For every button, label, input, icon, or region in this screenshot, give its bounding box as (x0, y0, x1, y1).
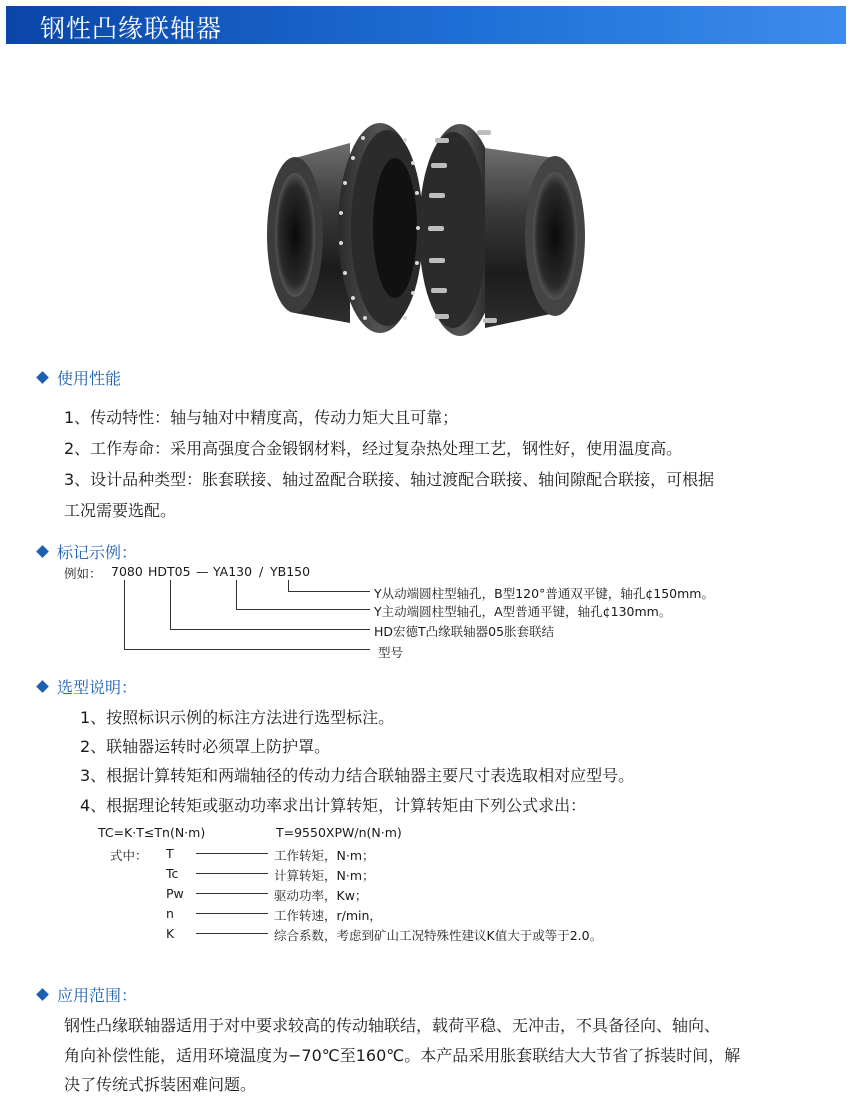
example-dash: — (196, 564, 209, 579)
diamond-bullet-icon (36, 680, 49, 693)
annotation-driving-bore: Y主动端圆柱型轴孔，A型普通平键，轴孔¢130mm。 (374, 604, 672, 619)
annotation-model: 型号 (378, 645, 404, 660)
variable-line (196, 873, 268, 874)
variable-line (196, 913, 268, 914)
variable-desc: 工作转速，r/min， (274, 908, 382, 923)
variable-desc: 驱动功率，Kw； (274, 888, 368, 903)
diamond-bullet-icon (36, 988, 49, 1001)
performance-item: 1、传动特性：轴与轴对中精度高，传动力矩大且可靠； (64, 408, 459, 427)
selection-item: 1、按照标识示例的标注方法进行选型标注。 (80, 708, 395, 727)
marking-heading: 标记示例： (38, 540, 137, 563)
performance-heading: 使用性能 (38, 366, 121, 389)
leader-line (124, 649, 370, 650)
diamond-bullet-icon (36, 545, 49, 558)
formula-where-label: 式中： (110, 848, 148, 863)
variable-symbol: T (166, 846, 174, 861)
formula-torque: T=9550XPW/n(N·m) (276, 825, 402, 840)
selection-item: 2、联轴器运转时必须罩上防护罩。 (80, 737, 331, 756)
example-prefix: 例如： (64, 566, 102, 581)
application-text: 钢性凸缘联轴器适用于对中要求较高的传动轴联结，载荷平稳、无冲击，不具备径向、轴向、 (64, 1016, 721, 1035)
selection-item: 4、根据理论转矩或驱动功率求出计算转矩，计算转矩由下列公式求出： (80, 796, 587, 815)
variable-symbol: Tc (166, 866, 179, 881)
leader-line (288, 591, 370, 592)
leader-line (236, 609, 370, 610)
example-driving-bore: YA130 (213, 564, 253, 579)
title-banner (6, 6, 846, 44)
application-text: 决了传统式拆装困难问题。 (64, 1075, 257, 1094)
leader-line (170, 629, 370, 630)
variable-line (196, 893, 268, 894)
selection-item: 3、根据计算转矩和两端轴径的传动力结合联轴器主要尺寸表选取相对应型号。 (80, 766, 635, 785)
variable-desc: 工作转矩，N·m； (274, 848, 375, 863)
flange-coupling-photo (255, 118, 595, 350)
leader-line (124, 580, 125, 650)
annotation-driven-bore: Y从动端圆柱型轴孔，B型120°普通双平键，轴孔¢150mm。 (374, 586, 714, 601)
example-separator: / (259, 564, 264, 579)
performance-item: 3、设计品种类型：胀套联接、轴过盈配合联接、轴过渡配合联接、轴间隙配合联接，可根据 (64, 470, 715, 489)
variable-desc: 综合系数，考虑到矿山工况特殊性建议K值大于或等于2.0。 (274, 928, 603, 943)
example-driven-bore: YB150 (270, 564, 311, 579)
page-title: 钢性凸缘联轴器 (40, 14, 223, 43)
example-model: 7080 (111, 564, 143, 579)
variable-symbol: n (166, 906, 174, 921)
performance-item: 工况需要选配。 (64, 501, 177, 520)
annotation-code: HD宏德T凸缘联轴器05胀套联结 (374, 624, 555, 639)
example-code: HDT05 (148, 564, 191, 579)
leader-line (170, 580, 171, 630)
variable-desc: 计算转矩，N·m； (274, 868, 375, 883)
performance-item: 2、工作寿命：采用高强度合金锻钢材料，经过复杂热处理工艺，钢性好，使用温度高。 (64, 439, 683, 458)
variable-symbol: K (166, 926, 175, 941)
variable-symbol: Pw (166, 886, 184, 901)
diamond-bullet-icon (36, 371, 49, 384)
variable-line (196, 853, 268, 854)
selection-heading: 选型说明： (38, 675, 137, 698)
formula-calc-torque: TC=K·T≤Tn(N·m) (98, 825, 206, 840)
application-text: 角向补偿性能，适用环境温度为−70℃至160℃。本产品采用胀套联结大大节省了拆装时间，解 (64, 1046, 741, 1065)
leader-line (236, 580, 237, 610)
variable-line (196, 933, 268, 934)
application-heading: 应用范围： (38, 983, 137, 1006)
